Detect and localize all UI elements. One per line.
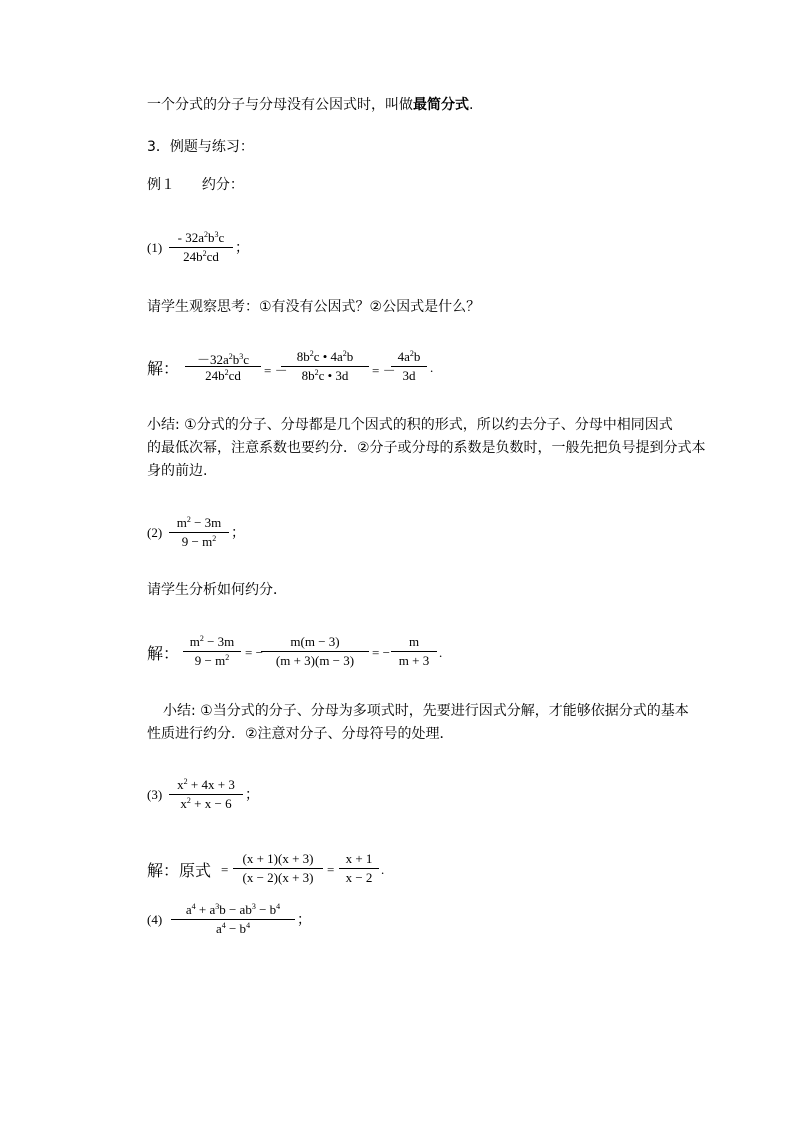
- punctuation: ；: [297, 912, 311, 928]
- fraction-bar: [183, 651, 241, 652]
- punctuation: ；: [231, 525, 245, 541]
- denominator: $9 - m^2$: [194, 653, 230, 668]
- fraction: [169, 230, 233, 268]
- solution-label: 解：原式: [147, 861, 212, 880]
- fraction-bar: [391, 651, 437, 652]
- summary-2-line-1: 小结: ①当分式的分子、分母为多项式时，先要进行因式分解，才能够依据分式的基本: [163, 703, 689, 719]
- period: .: [430, 360, 434, 375]
- denominator: $a^4 - b^4$: [215, 921, 251, 936]
- equals-minus: = −: [372, 645, 390, 660]
- summary-1-line-1: 小结: ①分式的分子、分母都是几个因式的积的形式，所以约去分子、分母中相同因式: [147, 417, 673, 433]
- solution-label: 解：: [147, 644, 180, 663]
- numerator: $x^2 + 4x + 3$: [177, 777, 235, 792]
- solution-3: [147, 849, 397, 893]
- equals: =: [221, 862, 229, 877]
- denominator: $24b^2cd$: [205, 368, 241, 383]
- problem-4: [147, 900, 327, 940]
- summary-1-line-3: 身的前边.: [147, 463, 208, 479]
- fraction-bar: [233, 868, 323, 869]
- fraction-bar: [339, 868, 379, 869]
- denominator: (x − 2)(x + 3): [242, 870, 314, 885]
- denominator: $9 - m^2$: [181, 534, 217, 549]
- numerator: - $32a^2b^3c$: [177, 230, 225, 245]
- fraction-bar: [391, 366, 427, 367]
- problem-label: (2): [147, 525, 163, 540]
- denominator: (m + 3)(m − 3): [275, 653, 355, 668]
- period: .: [381, 862, 385, 877]
- question-1: 请学生观察思考：①有没有公因式？②公因式是什么？: [147, 299, 481, 315]
- equals-minus: = −: [245, 645, 263, 660]
- problem-2: [147, 513, 267, 553]
- solution-2: [147, 630, 467, 674]
- numerator: $m^2 - 3m$: [189, 634, 235, 649]
- punctuation: ；: [235, 240, 249, 256]
- problem-3: [147, 775, 277, 815]
- numerator: x + 1: [345, 851, 373, 866]
- fraction: [169, 515, 229, 553]
- problem-label: (1): [147, 240, 163, 255]
- fraction-bar: [171, 919, 295, 920]
- intro-paragraph: [147, 91, 473, 119]
- fraction: [391, 634, 437, 672]
- problem-1: [147, 228, 267, 268]
- punctuation: ；: [245, 787, 259, 803]
- problem-label: (3): [147, 787, 163, 802]
- denominator: $x^2 + x - 6$: [180, 796, 232, 811]
- numerator: $8b^2c$ • $4a^2b$: [296, 349, 354, 364]
- fraction-bar: [169, 794, 243, 795]
- equals: =: [327, 862, 335, 877]
- problem-label: (4): [147, 912, 163, 927]
- fraction: [183, 634, 241, 672]
- denominator: x − 2: [345, 870, 373, 885]
- summary-1-line-2: 的最低次幂，注意系数也要约分．②分子或分母的系数是负数时，一般先把负号提到分式本: [147, 440, 706, 456]
- fraction-bar: [261, 651, 369, 652]
- intro-text: 一个分式的分子与分母没有公因式时，叫做: [147, 97, 413, 113]
- numerator: m: [408, 634, 420, 649]
- denominator: $24b^2cd$: [183, 249, 219, 264]
- section-heading: 3．例题与练习：: [147, 139, 254, 155]
- fraction-bar: [185, 366, 261, 367]
- fraction: [391, 349, 427, 387]
- solution-label: 解：: [147, 359, 180, 378]
- fraction: [261, 634, 369, 672]
- numerator: $m^2 - 3m$: [176, 515, 222, 530]
- fraction: [281, 349, 369, 387]
- fraction: [185, 349, 261, 387]
- numerator: $4a^2b$: [397, 349, 421, 364]
- numerator: (x + 1)(x + 3): [242, 851, 314, 866]
- fraction: [339, 851, 379, 889]
- numerator: m(m − 3): [290, 634, 340, 649]
- denominator: m + 3: [398, 653, 430, 668]
- fraction-bar: [281, 366, 369, 367]
- summary-2-line-2: 性质进行约分．②注意对分子、分母符号的处理．: [147, 726, 454, 742]
- fraction-bar: [169, 247, 233, 248]
- equals-minus: = －: [372, 363, 396, 378]
- fraction: [171, 902, 295, 940]
- denominator: $8b^2c$ • 3d: [301, 368, 349, 383]
- fraction-bar: [169, 532, 229, 533]
- fraction: [233, 851, 323, 889]
- question-2: 请学生分析如何约分．: [147, 582, 287, 598]
- example-task: 约分：: [201, 177, 244, 193]
- period: .: [439, 645, 443, 660]
- denominator: 3d: [402, 368, 416, 383]
- numerator: $-32a^2b^3c$: [196, 352, 250, 367]
- intro-end: .: [469, 97, 474, 113]
- solution-1: [147, 345, 447, 389]
- example-heading: [147, 171, 244, 199]
- numerator: $a^4 + a^3b - ab^3 - b^4$: [185, 902, 281, 917]
- equals-minus: = －: [264, 363, 288, 378]
- intro-term: 最简分式: [413, 97, 469, 113]
- fraction: [169, 777, 243, 815]
- example-label: 例１: [147, 177, 175, 193]
